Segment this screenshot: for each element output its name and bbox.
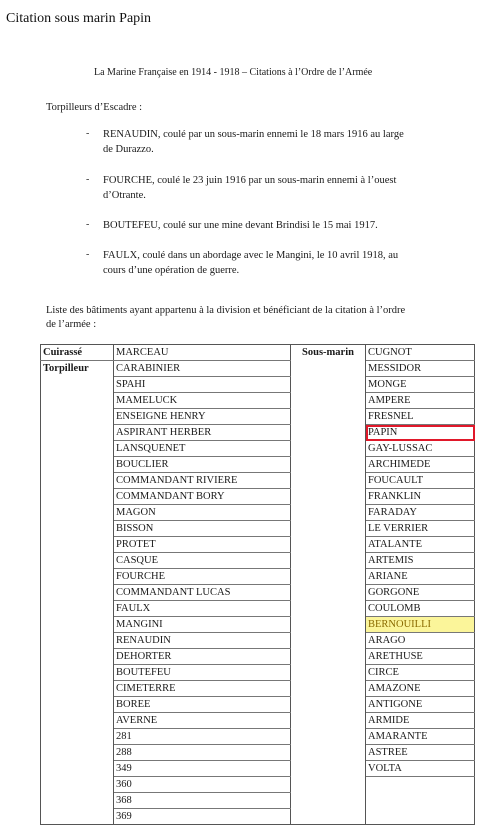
bullet-line: cours d’une opération de guerre. <box>103 265 240 276</box>
category-cell <box>41 601 114 617</box>
torpilleur-name: BOREE <box>114 697 291 713</box>
category-cell <box>291 521 366 537</box>
category-cell <box>291 361 366 377</box>
table-row <box>41 473 475 489</box>
sous-marin-name: FRANKLIN <box>366 489 475 505</box>
table-row <box>41 345 475 361</box>
category-cell <box>41 649 114 665</box>
table-row <box>41 793 475 809</box>
doc-heading: La Marine Française en 1914 - 1918 – Citations à l’Ordre de l’Armée <box>94 67 373 78</box>
bullet-line: de Durazzo. <box>103 144 154 155</box>
category-cell <box>291 441 366 457</box>
category-cell <box>291 473 366 489</box>
torpilleur-name: DEHORTER <box>114 649 291 665</box>
bullet-line: RENAUDIN, coulé par un sous-marin ennemi le 18 mars 1916 au large <box>103 129 404 140</box>
sous-marin-name: FRESNEL <box>366 409 475 425</box>
table-row <box>41 521 475 537</box>
sous-marin-name: ARCHIMEDE <box>366 457 475 473</box>
torpilleur-name: 349 <box>114 761 291 777</box>
table-row <box>41 377 475 393</box>
torpilleur-name: BOUTEFEU <box>114 665 291 681</box>
category-cell <box>41 617 114 633</box>
bullet-line: BOUTEFEU, coulé sur une mine devant Brindisi le 15 mai 1917. <box>103 220 378 231</box>
sous-marin-name: FARADAY <box>366 505 475 521</box>
table-row <box>41 697 475 713</box>
torpilleur-name: BISSON <box>114 521 291 537</box>
category-cell <box>41 393 114 409</box>
category-cell <box>41 633 114 649</box>
torpilleur-name: 368 <box>114 793 291 809</box>
category-cell <box>291 569 366 585</box>
sous-marin-name: ARTEMIS <box>366 553 475 569</box>
category-cell <box>41 809 114 825</box>
table-row <box>41 361 475 377</box>
category-cell <box>41 569 114 585</box>
table-row <box>41 665 475 681</box>
sous-marin-name: COULOMB <box>366 601 475 617</box>
torpilleur-name: COMMANDANT BORY <box>114 489 291 505</box>
sous-marin-name: ARETHUSE <box>366 649 475 665</box>
sous-marin-name: GAY-LUSSAC <box>366 441 475 457</box>
torpilleur-name: PROTET <box>114 537 291 553</box>
sous-marin-name: GORGONE <box>366 585 475 601</box>
bernouilli-highlight: BERNOUILLI <box>366 617 475 633</box>
category-cell <box>291 409 366 425</box>
table-row <box>41 425 475 441</box>
torpilleur-name: 288 <box>114 745 291 761</box>
torpilleur-name: CARABINIER <box>114 361 291 377</box>
category-cell <box>291 393 366 409</box>
category-cell <box>41 713 114 729</box>
torpilleur-name: LANSQUENET <box>114 441 291 457</box>
torpilleur-name: 360 <box>114 777 291 793</box>
table-row <box>41 489 475 505</box>
category-cell <box>291 665 366 681</box>
category-cell <box>291 793 366 809</box>
category-cell <box>41 793 114 809</box>
list-intro-line: Liste des bâtiments ayant appartenu à la division et bénéficiant de la citation à l’ordre <box>46 305 406 316</box>
table-row <box>41 585 475 601</box>
category-cell <box>291 729 366 745</box>
table-row <box>41 633 475 649</box>
table-row <box>41 457 475 473</box>
category-cell <box>41 489 114 505</box>
sous-marin-name: LE VERRIER <box>366 521 475 537</box>
torpilleur-name: SPAHI <box>114 377 291 393</box>
table-row <box>41 441 475 457</box>
bullet-dash: - <box>86 128 90 139</box>
bullet-line: FAULX, coulé dans un abordage avec le Mangini, le 10 avril 1918, au <box>103 250 399 261</box>
sous-marin-name: ARMIDE <box>366 713 475 729</box>
category-cell <box>291 809 366 825</box>
torpilleur-name: BOUCLIER <box>114 457 291 473</box>
category-cell <box>41 409 114 425</box>
sous-marin-name: AMAZONE <box>366 681 475 697</box>
category-cell <box>291 681 366 697</box>
bullet-dash: - <box>86 219 90 230</box>
category-cell <box>291 777 366 793</box>
bullet-line: FOURCHE, coulé le 23 juin 1916 par un sous-marin ennemi à l’ouest <box>103 175 397 186</box>
torpilleur-name: CASQUE <box>114 553 291 569</box>
category-cell: Cuirassé <box>41 345 114 361</box>
sous-marin-name: ASTREE <box>366 745 475 761</box>
category-cell <box>41 697 114 713</box>
section-heading: Torpilleurs d’Escadre : <box>46 102 143 113</box>
sous-marin-name: CIRCE <box>366 665 475 681</box>
torpilleur-name: 369 <box>114 809 291 825</box>
torpilleur-name: COMMANDANT LUCAS <box>114 585 291 601</box>
papin-highlight-box: PAPIN <box>366 425 475 441</box>
sous-marin-name: FOUCAULT <box>366 473 475 489</box>
table-row <box>41 553 475 569</box>
table-row <box>41 649 475 665</box>
category-cell <box>41 537 114 553</box>
table-row <box>41 777 475 793</box>
table-row <box>41 761 475 777</box>
category-cell: Torpilleur <box>41 361 114 377</box>
category-cell <box>291 617 366 633</box>
category-cell <box>41 441 114 457</box>
category-cell <box>291 553 366 569</box>
torpilleur-name: COMMANDANT RIVIERE <box>114 473 291 489</box>
bullet-dash: - <box>86 249 90 260</box>
empty-cell <box>366 793 475 809</box>
category-cell <box>291 505 366 521</box>
table-row <box>41 409 475 425</box>
torpilleur-name: FOURCHE <box>114 569 291 585</box>
sous-marin-name: MESSIDOR <box>366 361 475 377</box>
sous-marin-name: ATALANTE <box>366 537 475 553</box>
list-intro-line: de l’armée : <box>46 319 97 330</box>
table-row <box>41 713 475 729</box>
torpilleur-name: 281 <box>114 729 291 745</box>
category-cell <box>291 377 366 393</box>
category-cell <box>41 585 114 601</box>
page-title: Citation sous marin Papin <box>6 11 152 26</box>
table-row <box>41 601 475 617</box>
category-cell <box>291 697 366 713</box>
sous-marin-name: AMPERE <box>366 393 475 409</box>
sous-marin-name: VOLTA <box>366 761 475 777</box>
category-cell <box>291 585 366 601</box>
empty-cell <box>366 777 475 793</box>
torpilleur-name: FAULX <box>114 601 291 617</box>
category-cell <box>41 665 114 681</box>
sous-marin-name: ARAGO <box>366 633 475 649</box>
category-cell <box>41 457 114 473</box>
category-cell <box>291 649 366 665</box>
cuirasse-name: MARCEAU <box>114 345 291 361</box>
table-row <box>41 569 475 585</box>
torpilleur-name: ASPIRANT HERBER <box>114 425 291 441</box>
sous-marin-name: MONGE <box>366 377 475 393</box>
table-row <box>41 809 475 825</box>
category-cell <box>41 761 114 777</box>
category-cell <box>41 473 114 489</box>
category-cell <box>291 761 366 777</box>
torpilleur-name: CIMETERRE <box>114 681 291 697</box>
torpilleur-name: MAMELUCK <box>114 393 291 409</box>
torpilleur-name: AVERNE <box>114 713 291 729</box>
category-cell <box>291 489 366 505</box>
category-cell <box>291 601 366 617</box>
torpilleur-name: RENAUDIN <box>114 633 291 649</box>
bullet-dash: - <box>86 174 90 185</box>
table-row <box>41 729 475 745</box>
category-cell <box>41 777 114 793</box>
category-cell <box>41 553 114 569</box>
category-cell <box>41 521 114 537</box>
empty-cell <box>366 809 475 825</box>
torpilleur-name: MANGINI <box>114 617 291 633</box>
category-cell <box>41 729 114 745</box>
table-row <box>41 617 475 633</box>
category-cell: Sous-marin <box>291 345 366 361</box>
category-cell <box>291 457 366 473</box>
category-cell <box>291 425 366 441</box>
bullet-line: d’Otrante. <box>103 190 146 201</box>
torpilleur-name: ENSEIGNE HENRY <box>114 409 291 425</box>
table-row <box>41 505 475 521</box>
ships-table <box>40 344 475 825</box>
table-row <box>41 681 475 697</box>
category-cell <box>291 713 366 729</box>
category-cell <box>41 745 114 761</box>
table-row <box>41 745 475 761</box>
category-cell <box>291 633 366 649</box>
category-cell <box>41 425 114 441</box>
category-cell <box>41 377 114 393</box>
table-row <box>41 393 475 409</box>
category-cell <box>41 505 114 521</box>
sous-marin-name: ANTIGONE <box>366 697 475 713</box>
category-cell <box>291 537 366 553</box>
category-cell <box>41 681 114 697</box>
sous-marin-name: AMARANTE <box>366 729 475 745</box>
table-row <box>41 537 475 553</box>
sous-marin-name: ARIANE <box>366 569 475 585</box>
sous-marin-name: CUGNOT <box>366 345 475 361</box>
torpilleur-name: MAGON <box>114 505 291 521</box>
category-cell <box>291 745 366 761</box>
